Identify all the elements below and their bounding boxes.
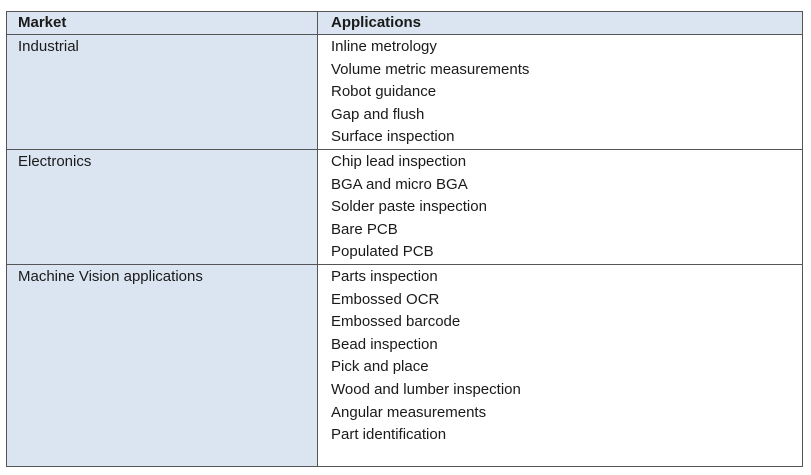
application-item: BGA and micro BGA bbox=[331, 175, 468, 193]
market-cell-machine-vision bbox=[7, 264, 318, 466]
application-item: Volume metric measurements bbox=[331, 60, 530, 78]
market-label: Electronics bbox=[18, 152, 92, 170]
market-label: Machine Vision applications bbox=[18, 267, 203, 285]
application-item: Populated PCB bbox=[331, 243, 434, 261]
application-item: Bead inspection bbox=[331, 335, 438, 353]
header-market: Market bbox=[7, 12, 318, 35]
application-item: Part identification bbox=[331, 426, 447, 444]
application-item: Wood and lumber inspection bbox=[331, 380, 521, 398]
application-item: Surface inspection bbox=[331, 128, 455, 146]
table-row bbox=[7, 149, 803, 264]
applications-cell-electronics bbox=[318, 149, 803, 264]
market-cell-industrial bbox=[7, 35, 318, 150]
header-applications: Applications bbox=[318, 12, 803, 35]
application-item: Parts inspection bbox=[331, 267, 438, 285]
table-row bbox=[7, 35, 803, 150]
application-item: Inline metrology bbox=[331, 38, 437, 55]
application-item: Gap and flush bbox=[331, 105, 425, 123]
application-item: Robot guidance bbox=[331, 83, 437, 101]
table-header-row bbox=[7, 12, 803, 35]
application-item: Pick and place bbox=[331, 358, 429, 376]
application-item: Chip lead inspection bbox=[331, 152, 467, 170]
table-row bbox=[7, 264, 803, 466]
application-item: Solder paste inspection bbox=[331, 198, 487, 216]
application-item: Embossed barcode bbox=[331, 313, 461, 331]
application-item: Embossed OCR bbox=[331, 290, 440, 308]
market-cell-electronics bbox=[7, 149, 318, 264]
market-label: Industrial bbox=[18, 38, 79, 55]
applications-cell-industrial bbox=[318, 35, 803, 150]
applications-cell-machine-vision bbox=[318, 264, 803, 466]
application-item: Angular measurements bbox=[331, 403, 487, 421]
market-applications-table bbox=[6, 11, 803, 467]
application-item: Bare PCB bbox=[331, 220, 398, 238]
